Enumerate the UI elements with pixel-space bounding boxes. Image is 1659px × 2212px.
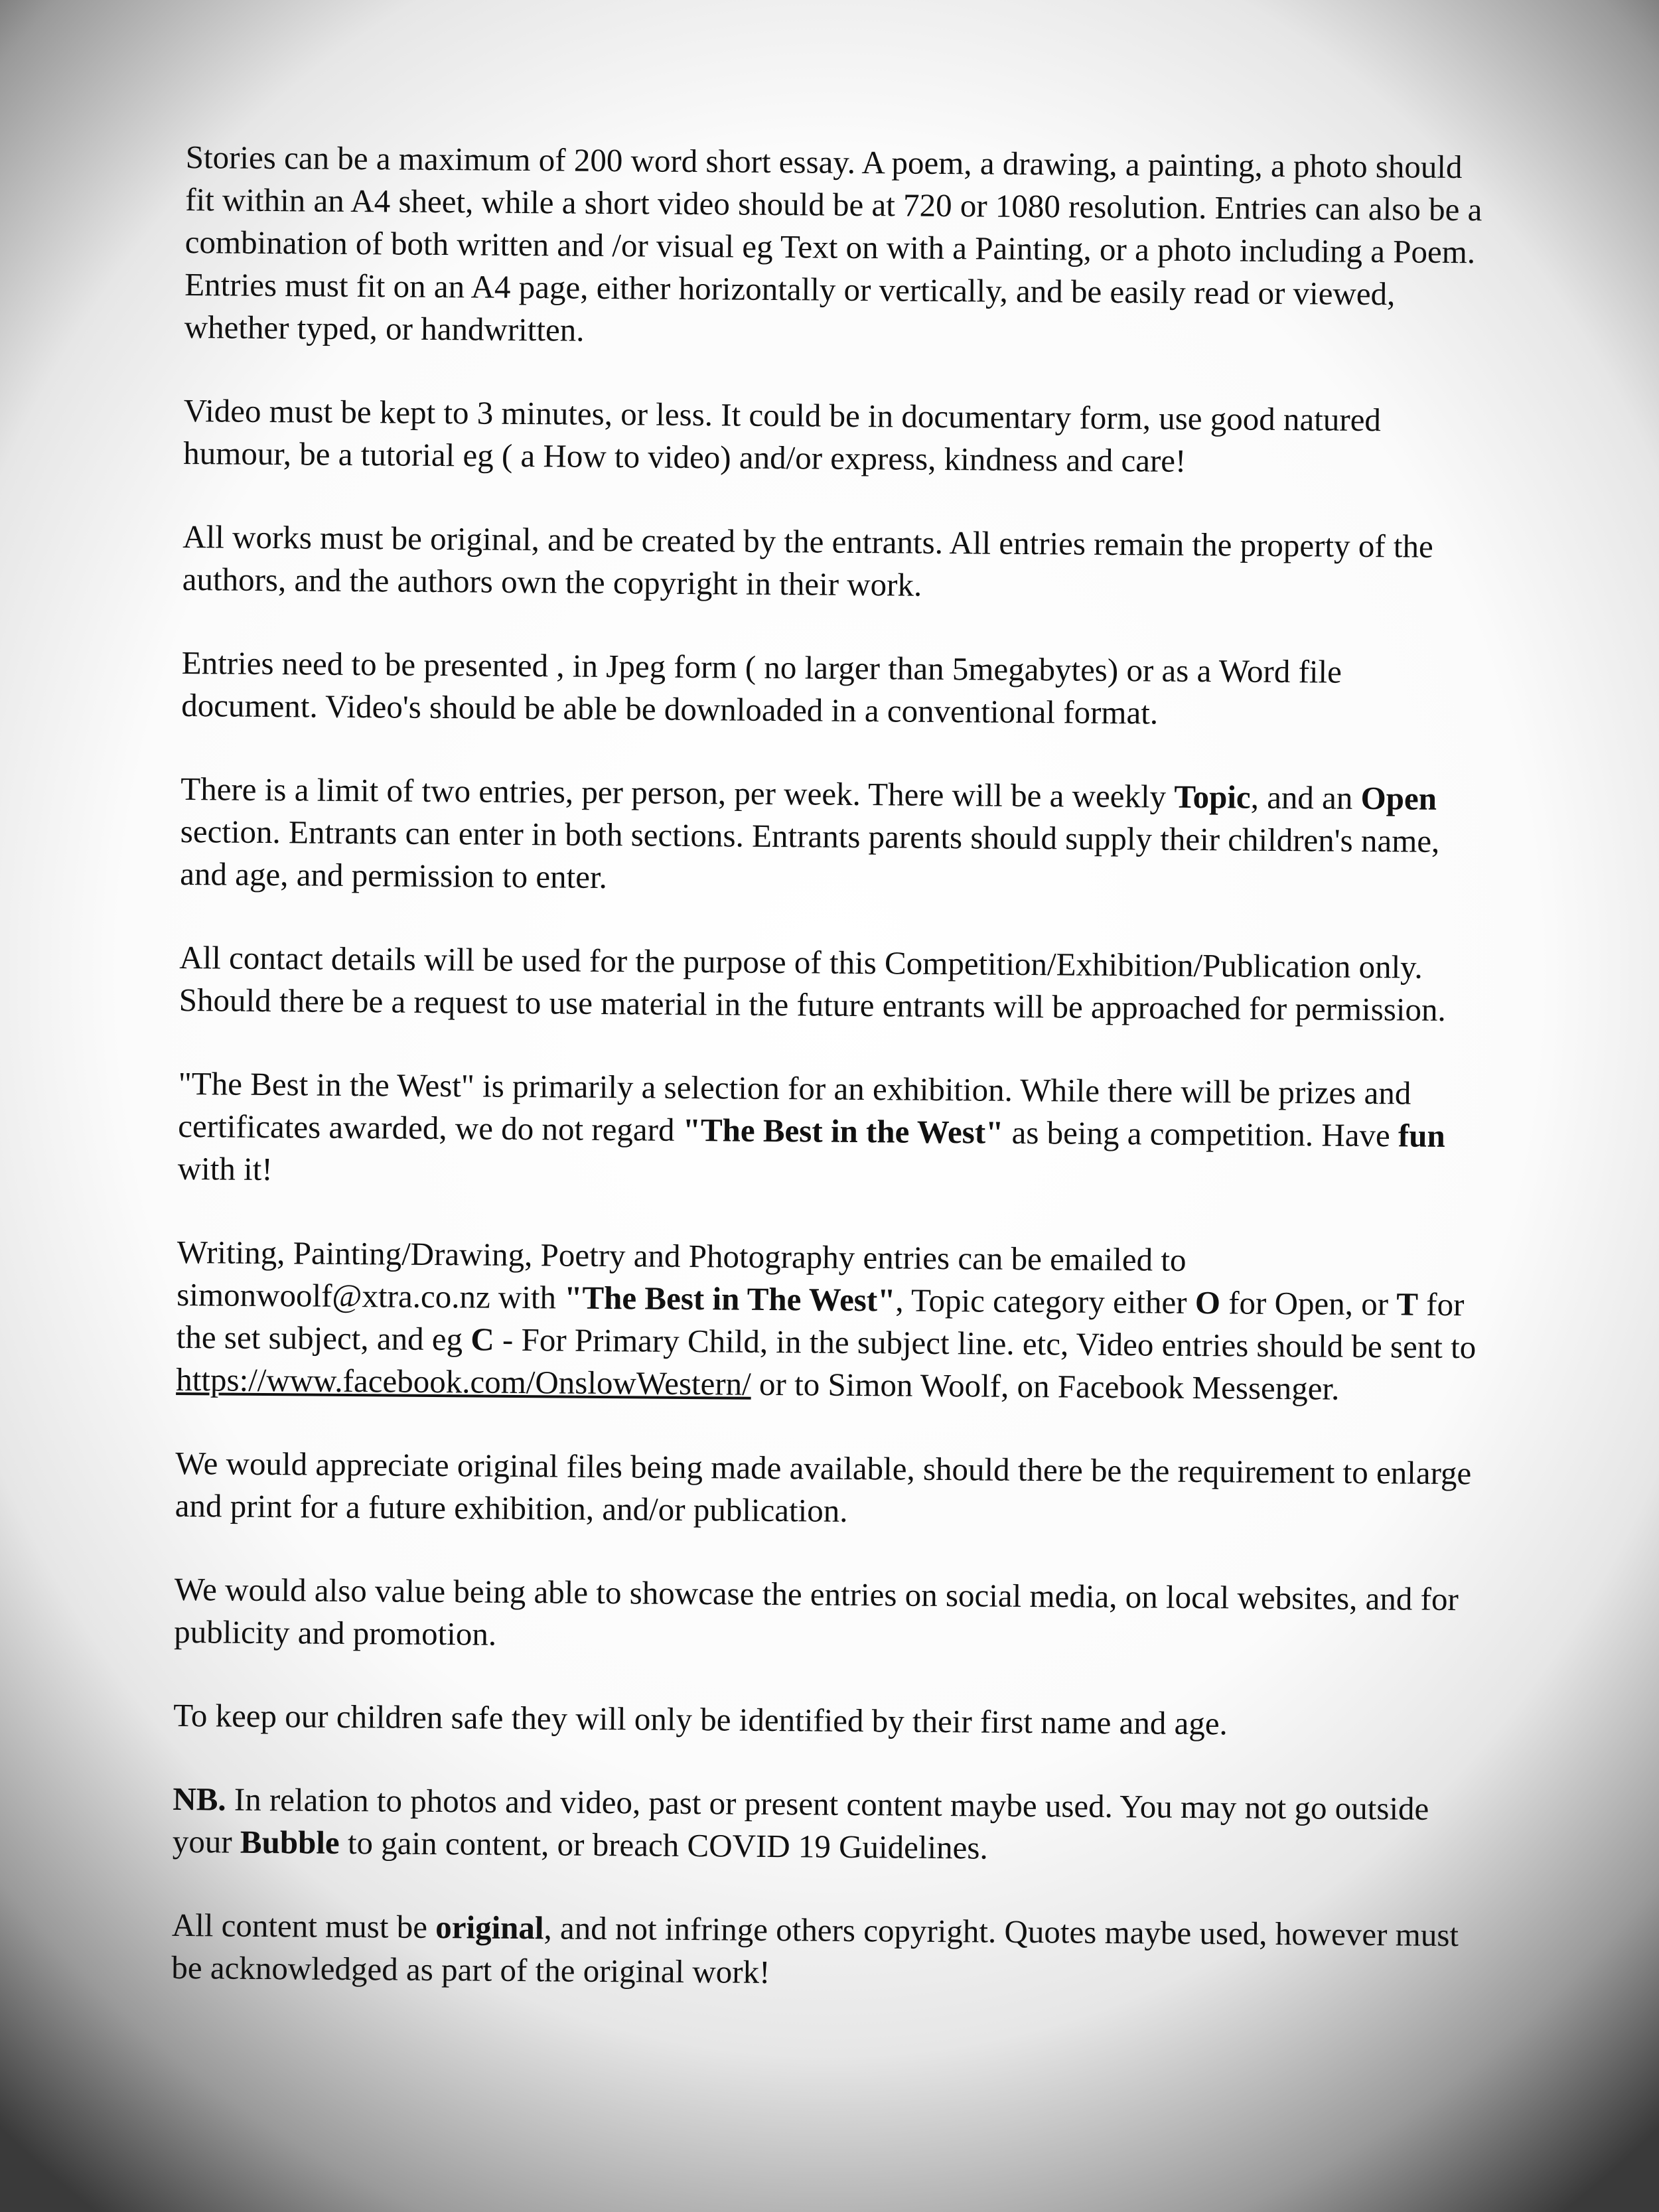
paragraph-7 — [178, 1063, 1479, 1200]
paragraph-5 — [180, 768, 1481, 905]
bold-text: Topic — [1174, 778, 1251, 816]
body-text: for Open, or — [1220, 1284, 1397, 1323]
paragraph-3 — [182, 516, 1484, 611]
body-text: , Topic category either — [895, 1282, 1196, 1321]
bold-text: "The Best in the West" — [682, 1111, 1004, 1151]
bold-text: O — [1194, 1284, 1221, 1321]
paragraph-4 — [181, 642, 1482, 737]
paragraph-2 — [183, 390, 1484, 484]
body-text: Stories can be a maximum of 200 word short essay. A poem, a drawing, a painting, a photo should fit within an A4 sheet, while a short video should be at 720 or 1080 resolution. Entries can also be a combination of both written and /or visual eg Text on with a Painting, or a photo including a Poem. Entries must fit on an A4 page, either horizontally or vertically, and be easily read or viewed, whether typed, or handwritten. — [184, 138, 1482, 348]
paragraph-1 — [184, 136, 1486, 358]
body-text: to gain content, or breach COVID 19 Guidelines. — [339, 1824, 988, 1866]
body-text: We would also value being able to showcase the entries on social media, on local websites, and for publicity and promotion. — [174, 1570, 1459, 1653]
bold-text: NB. — [173, 1780, 226, 1818]
body-text: All contact details will be used for the purpose of this Competition/Exhibition/Publication only. Should there be a request to use material in the future entrants will be approached for permission. — [179, 938, 1446, 1028]
body-text: , and not infringe others copyright. Quotes maybe used, however must be acknowledged as part of the original work! — [171, 1909, 1459, 1990]
body-text: for the set subject, and eg — [176, 1286, 1465, 1358]
body-text: Writing, Painting/Drawing, Poetry and Photography entries can be emailed to simonwoolf@xtra.co.nz with — [177, 1233, 1187, 1316]
facebook-link[interactable]: https://www.facebook.com/OnslowWestern/ — [176, 1361, 752, 1402]
paragraph-8 — [176, 1231, 1478, 1411]
body-text: There is a limit of two entries, per person, per week. There will be a weekly — [180, 770, 1175, 815]
bold-text: "The Best in The West" — [564, 1279, 896, 1319]
body-text: To keep our children safe they will only be identified by their first name and age. — [173, 1696, 1228, 1742]
body-text: Entries need to be presented , in Jpeg form ( no larger than 5megabytes) or as a Word file document. Video's should be able be downloaded in a conventional format. — [181, 644, 1342, 731]
body-text: section. Entrants can enter in both sections. Entrants parents should supply their children's name, and age, and permission to enter. — [180, 812, 1440, 896]
body-text: , and an — [1250, 778, 1361, 816]
bold-text: fun — [1398, 1117, 1446, 1154]
body-text: or to Simon Woolf, on Facebook Messenger. — [751, 1365, 1340, 1407]
bold-text: C — [470, 1321, 494, 1358]
body-text: - For Primary Child, in the subject line. etc, Video entries should be sent to — [494, 1321, 1477, 1366]
bold-text: original — [435, 1909, 544, 1947]
bold-text: Open — [1360, 779, 1437, 817]
body-text: In relation to photos and video, past or present content maybe used. You may not go outside your — [172, 1781, 1429, 1860]
bold-text: Bubble — [240, 1823, 340, 1861]
paragraph-10 — [174, 1568, 1475, 1663]
body-text: with it! — [177, 1149, 273, 1188]
paragraph-11 — [173, 1694, 1474, 1747]
body-text: All content must be — [171, 1906, 436, 1946]
body-text: All works must be original, and be created by the entrants. All entries remain the property of the authors, and the authors own the copyright in their work. — [182, 518, 1434, 603]
body-text: "The Best in the West" is primarily a selection for an exhibition. While there will be prizes and certificates awarded, we do not regard — [178, 1065, 1411, 1148]
paragraph-13 — [171, 1904, 1473, 1999]
paragraph-9 — [175, 1442, 1477, 1537]
body-text: Video must be kept to 3 minutes, or less. It could be in documentary form, use good natured humour, be a tutorial eg ( a How to video) and/or express, kindness and care! — [183, 392, 1382, 479]
bold-text: T — [1396, 1286, 1419, 1323]
body-text: as being a competition. Have — [1003, 1114, 1399, 1154]
paragraph-12 — [173, 1778, 1474, 1873]
paragraph-6 — [179, 936, 1480, 1031]
document-body — [171, 136, 1486, 2040]
body-text: We would appreciate original files being made available, should there be the requirement to enlarge and print for a future exhibition, and/or publication. — [175, 1444, 1472, 1529]
